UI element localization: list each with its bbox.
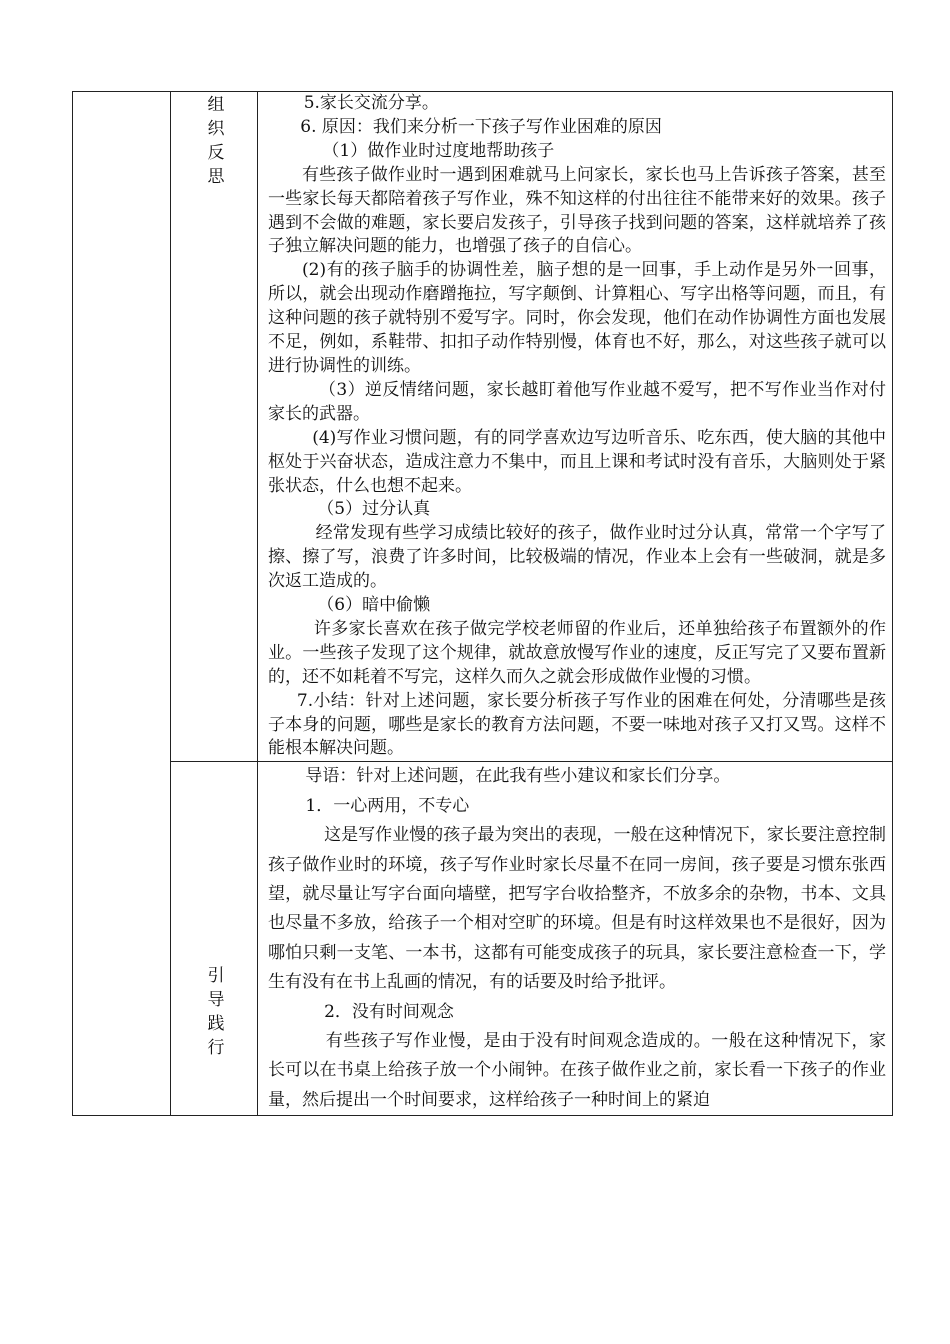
section-label-guide-practice: 引导践行 [203, 965, 224, 1062]
content-cell-2 [258, 762, 893, 1116]
paragraph: 6. 原因：我们来分析一下孩子写作业困难的原因 [300, 116, 662, 137]
paragraph: 2．没有时间观念 [324, 1001, 454, 1022]
paragraph: (4)写作业习惯问题，有的同学喜欢边写边听音乐、吃东西，使大脑的其他中枢处于兴奋状态，造成注意力不集中，而且上课和考试时没有音乐，大脑则处于紧张状态，什么也想不起来。 [268, 427, 886, 496]
paragraph: 许多家长喜欢在孩子做完学校老师留的作业后，还单独给孩子布置额外的作业。一些孩子发现了这个规律，就故意放慢写作业的速度，反正写完了又要布置新的，还不如耗着不写完，这样久而久之就会形成做作业慢的习惯。 [268, 618, 886, 687]
lesson-plan-table [72, 91, 893, 1116]
paragraph: （5）过分认真 [317, 499, 431, 520]
paragraph: 1．一心两用，不专心 [305, 795, 470, 816]
section-label-organize-reflect: 组织反思 [203, 95, 224, 191]
section1-content [258, 92, 892, 761]
paragraph: 这是写作业慢的孩子最为突出的表现，一般在这种情况下，家长要注意控制孩子做作业时的环境，孩子写作业时家长尽量不在同一房间，孩子要是习惯东张西望，就尽量让写字台面向墙壁，把写字台收拾整齐，不放多余的杂物，书本、文具也尽量不多放，给孩子一个相对空旷的环境。但是有时这样效果也不是很好，因为哪怕只剩一支笔、一本书，这都有可能变成孩子的玩具，家长要注意检查一下，学生有没有在书上乱画的情况，有的话要及时给予批评。 [268, 825, 886, 993]
paragraph: 经常发现有些学习成绩比较好的孩子，做作业时过分认真，常常一个字写了擦、擦了写，浪费了许多时间，比较极端的情况，作业本上会有一些破洞，就是多次返工造成的。 [268, 523, 886, 592]
label-cell-2 [171, 762, 258, 1116]
paragraph: 5.家长交流分享。 [303, 93, 439, 113]
paragraph: （3）逆反情绪问题，家长越盯着他写作业越不爱写，把不写作业当作对付家长的武器。 [268, 379, 886, 424]
paragraph: 有些孩子写作业慢，是由于没有时间观念造成的。一般在这种情况下，家长可以在书桌上给孩子放一个小闹钟。在孩子做作业之前，家长看一下孩子的作业量，然后提出一个时间要求，这样给孩子一种时间上的紧迫 [268, 1031, 886, 1110]
row-guide-practice [73, 762, 893, 1116]
paragraph: (2)有的孩子脑手的协调性差，脑子想的是一回事，手上动作是另外一回事，所以，就会出现动作磨蹭拖拉，写字颠倒、计算粗心、写字出格等问题，而且，有这种问题的孩子就特别不爱写字。同时，你会发现，他们在动作协调性方面也发展不足，例如，系鞋带、扣扣子动作特别慢，体育也不好，那么，对这些孩子就可以进行协调性的训练。 [268, 260, 886, 376]
paragraph: 有些孩子做作业时一遇到困难就马上问家长，家长也马上告诉孩子答案，甚至一些家长每天都陪着孩子写作业，殊不知这样的付出往往不能带来好的效果。孩子遇到不会做的难题，家长要启发孩子，引导孩子找到问题的答案，这样就培养了孩子独立解决问题的能力，也增强了孩子的自信心。 [268, 164, 886, 257]
row-organize-reflect [73, 92, 893, 762]
blank-first-column [73, 92, 171, 1116]
label-cell-1 [171, 92, 258, 762]
paragraph: （6）暗中偷懒 [317, 595, 431, 616]
content-cell-1 [258, 92, 893, 762]
section2-content [258, 762, 892, 1115]
paragraph: （1）做作业时过度地帮助孩子 [322, 140, 555, 161]
paragraph: 导语：针对上述问题，在此我有些小建议和家长们分享。 [305, 766, 731, 787]
paragraph: 7.小结：针对上述问题，家长要分析孩子写作业的困难在何处，分清哪些是孩子本身的问题，哪些是家长的教育方法问题，不要一味地对孩子又打又骂。这样不能根本解决问题。 [268, 690, 886, 759]
